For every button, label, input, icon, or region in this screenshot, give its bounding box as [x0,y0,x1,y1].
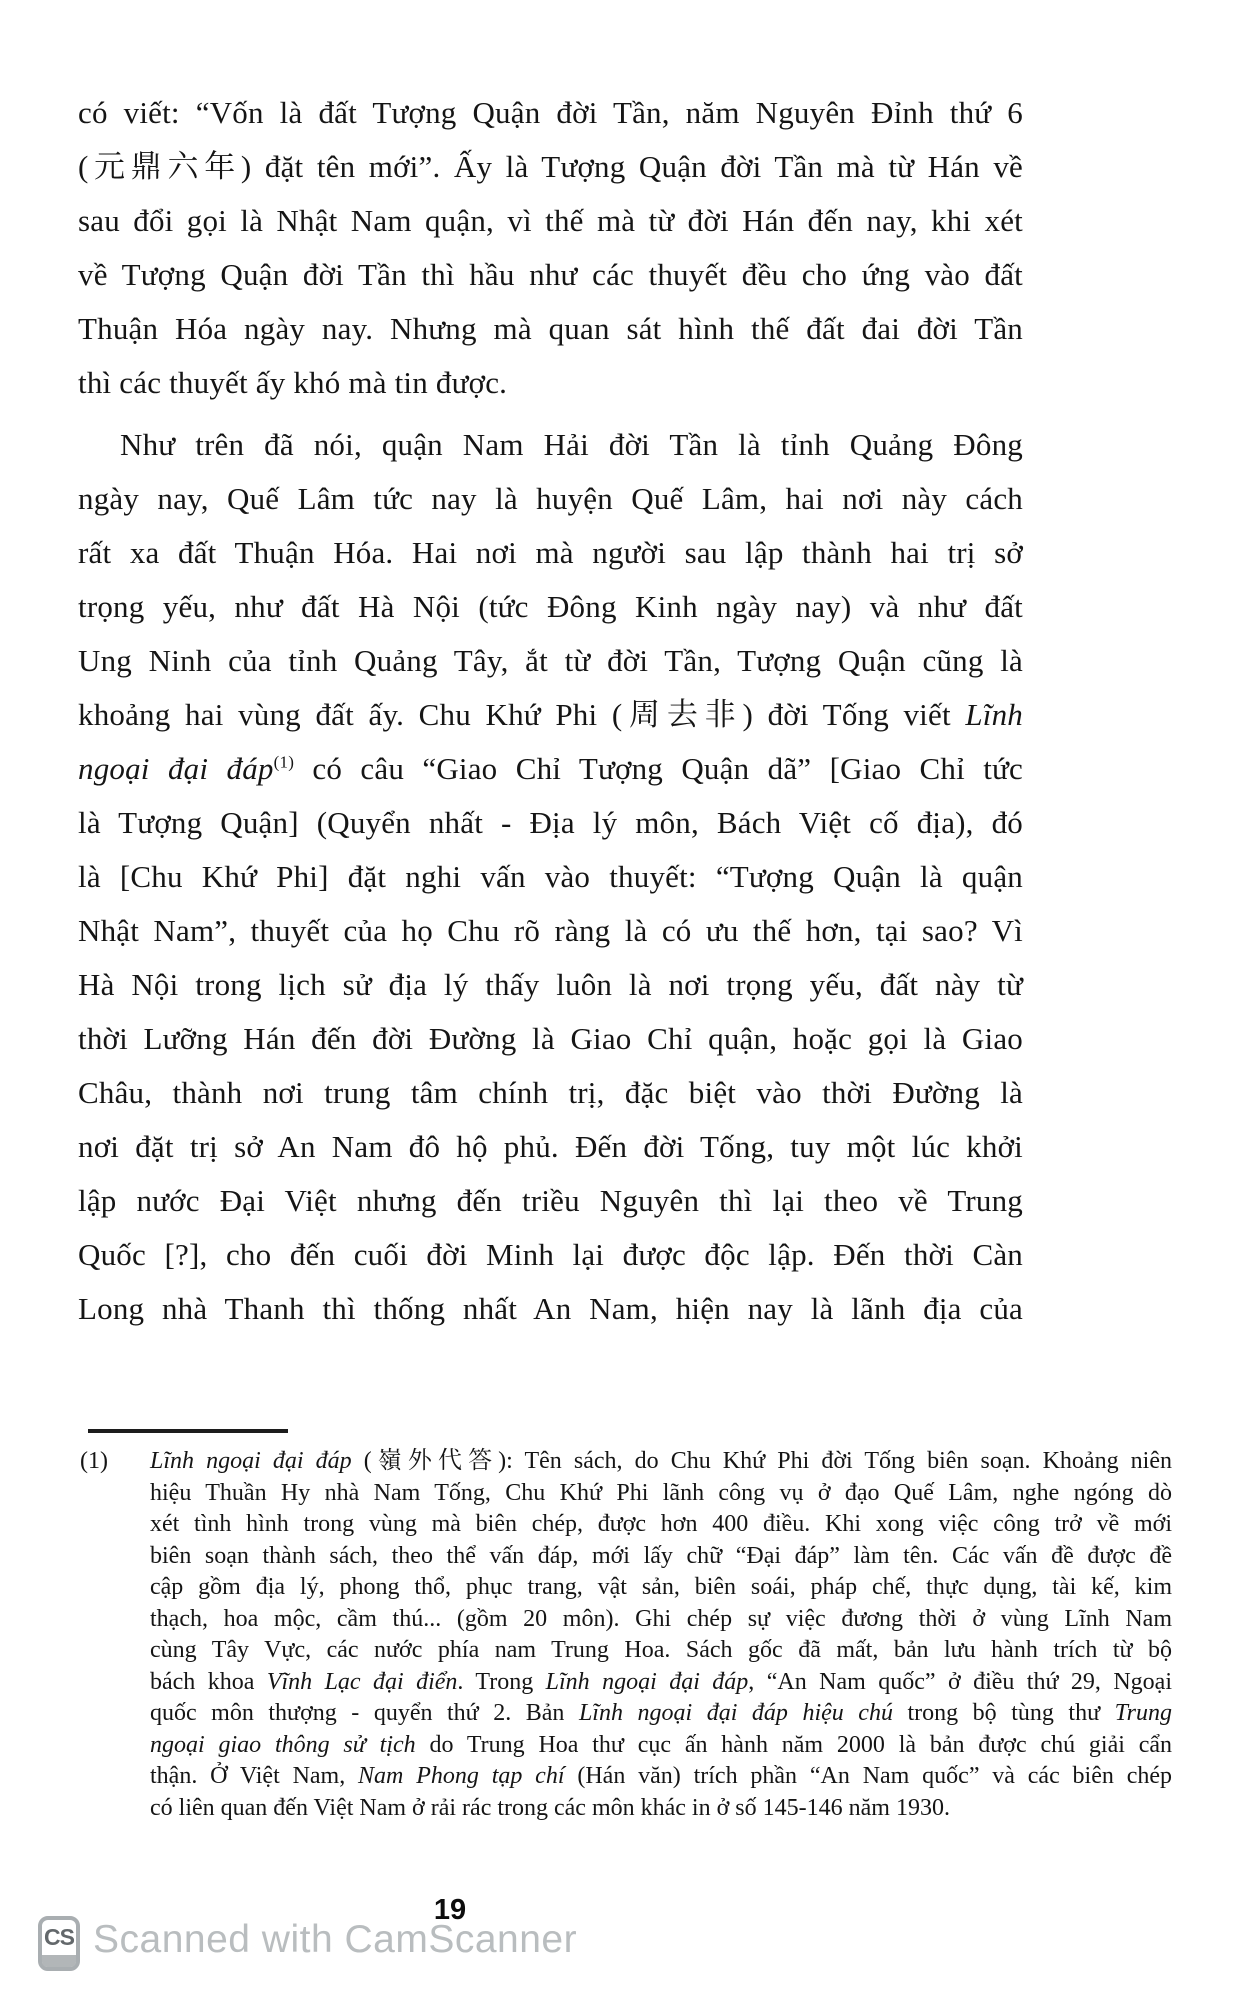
text-line: cùng Tây Vực, các nước phía nam Trung Hoa. Sách gốc đã mất, bản lưu hành trích từ bộ [150,1637,1172,1663]
text-line: xét tình hình trong vùng mà biên chép, được hơn 400 điều. Khi xong việc công trở về mới [150,1511,1172,1537]
camscanner-logo-bar [42,1955,76,1967]
text-line: rất xa đất Thuận Hóa. Hai nơi mà người sau lập thành hai trị sở [78,535,1023,570]
footnote [80,1446,1173,1824]
text-line: trọng yếu, như đất Hà Nội (tức Đông Kinh ngày nay) và như đất [78,589,1023,624]
text-line: thời Lưỡng Hán đến đời Đường là Giao Chỉ quận, hoặc gọi là Giao [78,1021,1023,1056]
text-line: về Tượng Quận đời Tần thì hầu như các thuyết đều cho ứng vào đất [78,257,1023,292]
text-line: Như trên đã nói, quận Nam Hải đời Tần là tỉnh Quảng Đông [120,427,1023,462]
text-line: cập gồm địa lý, phong thổ, phục trang, vật sản, biên soái, pháp chế, thực dụng, tài kế, kim [150,1574,1172,1600]
paragraph [78,86,1023,410]
text-line: thận. Ở Việt Nam, Nam Phong tạp chí (Hán văn) trích phần “An Nam quốc” và các biên chép [150,1763,1172,1789]
text-line: Quốc [?], cho đến cuối đời Minh lại được độc lập. Đến thời Càn [78,1237,1023,1272]
camscanner-logo-icon [38,1916,80,1971]
text-line: (元鼎六年) đặt tên mới”. Ấy là Tượng Quận đời Tần mà từ Hán về [78,149,1023,184]
text-line: hiệu Thuần Hy nhà Nam Tống, Chu Khứ Phi lãnh công vụ ở đạo Quế Lâm, nghe ngóng dò [150,1479,1172,1506]
text-line: khoảng hai vùng đất ấy. Chu Khứ Phi (周去非) đời Tống viết Lĩnh [78,697,1023,732]
text-line: quốc môn thượng - quyển thứ 2. Bản Lĩnh ngoại đại đáp hiệu chú trong bộ tùng thư Trung [150,1700,1173,1726]
footnote-marker: (1) [80,1448,108,1474]
text-line: Thuận Hóa ngày nay. Nhưng mà quan sát hình thế đất đai đời Tần [78,311,1023,346]
text-line: ngày nay, Quế Lâm tức nay là huyện Quế Lâm, hai nơi này cách [78,481,1023,516]
text-line: thạch, hoa mộc, cầm thú... (gồm 20 môn). Ghi chép sự việc đương thời ở vùng Lĩnh Nam [150,1605,1172,1632]
camscanner-watermark-label: Scanned with CamScanner [93,1918,578,1961]
body-text [78,86,1023,1336]
text-line: lập nước Đại Việt nhưng đến triều Nguyên thì lại theo về Trung [78,1183,1023,1218]
text-line: bách khoa Vĩnh Lạc đại điển. Trong Lĩnh ngoại đại đáp, “An Nam quốc” ở điều thứ 29, Ngoại [150,1668,1172,1695]
text-line: là Tượng Quận] (Quyển nhất - Địa lý môn, Bách Việt cố địa), đó [78,805,1023,840]
camscanner-logo-text: CS [44,1924,74,1950]
text-line: thì các thuyết ấy khó mà tin được. [78,365,508,400]
text-line: Lĩnh ngoại đại đáp (嶺外代答): Tên sách, do Chu Khứ Phi đời Tống biên soạn. Khoảng niên [150,1448,1172,1474]
text-line: là [Chu Khứ Phi] đặt nghi vấn vào thuyết: “Tượng Quận là quận [78,859,1023,894]
text-line: có viết: “Vốn là đất Tượng Quận đời Tần, năm Nguyên Đỉnh thứ 6 [78,95,1023,130]
text-line: Hà Nội trong lịch sử địa lý thấy luôn là nơi trọng yếu, đất này từ [78,967,1023,1002]
text-line: sau đổi gọi là Nhật Nam quận, vì thế mà từ đời Hán đến nay, khi xét [78,203,1023,238]
text-line: nơi đặt trị sở An Nam đô hộ phủ. Đến đời Tống, tuy một lúc khởi [78,1129,1023,1164]
text-line: Long nhà Thanh thì thống nhất An Nam, hiện nay là lãnh địa của [78,1291,1023,1326]
paragraph [78,418,1023,1336]
text-line: Ung Ninh của tỉnh Quảng Tây, ắt từ đời Tần, Tượng Quận cũng là [78,643,1023,678]
text-line: ngoại giao thông sử tịch do Trung Hoa thư cục ấn hành năm 2000 là bản được chú giải cẩn [150,1731,1173,1758]
text-line: Nhật Nam”, thuyết của họ Chu rõ ràng là có ưu thế hơn, tại sao? Vì [78,913,1023,948]
footnote-separator [88,1429,288,1433]
footnote-text [150,1446,1172,1824]
text-line: biên soạn thành sách, theo thể vấn đáp, mới lấy chữ “Đại đáp” làm tên. Các vấn đề được đề [150,1542,1172,1569]
text-line: ngoại đại đáp$^{(1)}$ có câu “Giao Chỉ Tượng Quận dã” [Giao Chỉ tức [78,751,1023,786]
text-line: Châu, thành nơi trung tâm chính trị, đặc biệt vào thời Đường là [78,1075,1023,1110]
page-number: 19 [433,1894,467,1926]
text-line: có liên quan đến Việt Nam ở rải rác trong các môn khác in ở số 145-146 năm 1930. [150,1794,950,1821]
